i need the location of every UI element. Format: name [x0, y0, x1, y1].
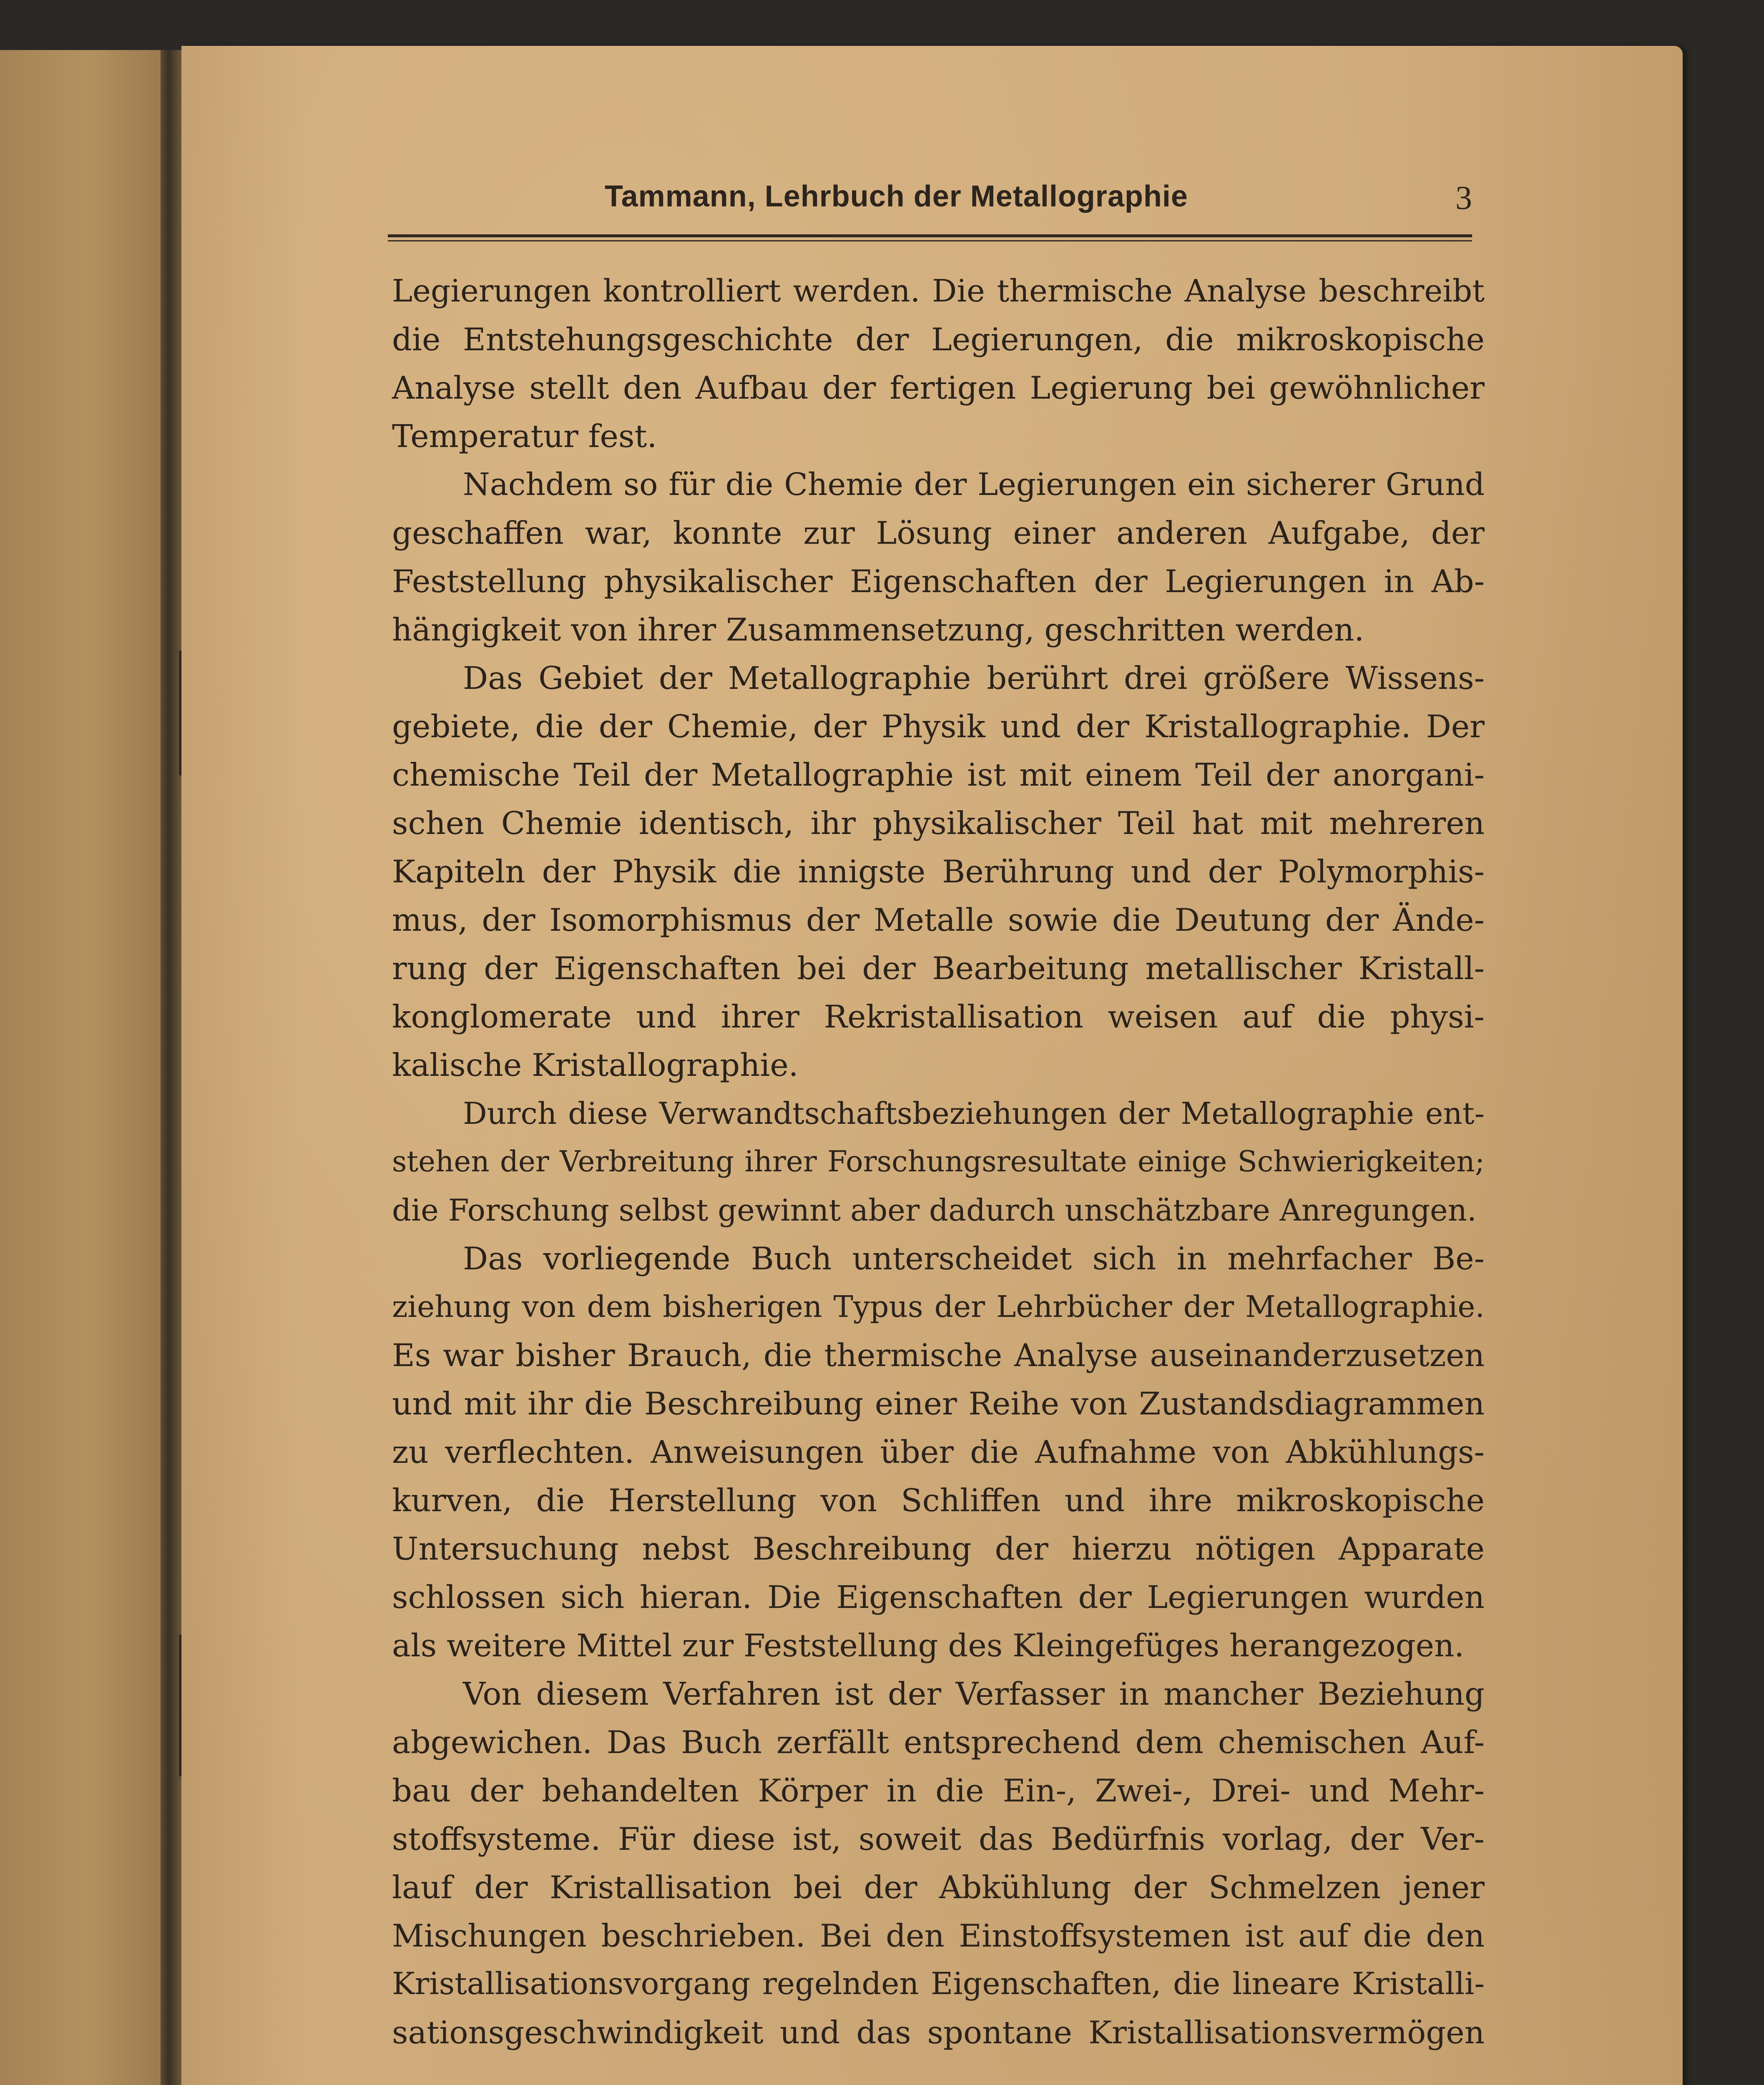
text-line: Das Gebiet der Metallographie berührt drei größere Wissens- [463, 660, 1485, 696]
text-line: Kristallisationsvorgang regelnden Eigenschaften, die lineare Kristalli- [392, 1966, 1485, 2002]
text-line: Durch diese Verwandtschaftsbeziehungen der Metallographie ent- [463, 1096, 1485, 1131]
text-line: und mit ihr die Beschreibung einer Reihe von Zustandsdiagrammen [392, 1385, 1485, 1422]
header-rule-thick [388, 234, 1472, 237]
text-line: mus, der Isomorphismus der Metalle sowie die Deutung der Ände- [392, 902, 1485, 938]
text-line: Temperatur fest. [392, 418, 657, 455]
page-number: 3 [1455, 180, 1472, 216]
text-line: ziehung von dem bisherigen Typus der Lehrbücher der Metallographie. [392, 1289, 1485, 1324]
text-line: konglomerate und ihrer Rekristallisation weisen auf die physi- [392, 998, 1485, 1035]
text-line: kalische Kristallographie. [392, 1047, 799, 1083]
text-line: stoffsysteme. Für diese ist, soweit das Bedürfnis vorlag, der Ver- [392, 1821, 1485, 1857]
text-line: lauf der Kristallisation bei der Abkühlung der Schmelzen jener [392, 1869, 1485, 1906]
text-line: rung der Eigenschaften bei der Bearbeitung metallischer Kristall- [392, 950, 1485, 987]
text-line: bau der behandelten Körper in die Ein-, Zwei-, Drei- und Mehr- [392, 1772, 1485, 1809]
text-line: Mischungen beschrieben. Bei den Einstoffsystemen ist auf die den [392, 1917, 1485, 1954]
text-line: schlossen sich hieran. Die Eigenschaften der Legierungen wurden [392, 1579, 1485, 1615]
body-text [392, 267, 1485, 2057]
text-line: stehen der Verbreitung ihrer Forschungsresultate einige Schwierigkeiten; [392, 1145, 1485, 1178]
header-rule-thin [388, 240, 1472, 241]
running-head [388, 175, 1472, 238]
running-head-title: Tammann, Lehrbuch der Metallographie [605, 180, 1188, 213]
text-line: Analyse stellt den Aufbau der fertigen Legierung bei gewöhnlicher [392, 369, 1485, 406]
text-line: Legierungen kontrolliert werden. Die thermische Analyse beschreibt [392, 273, 1485, 309]
text-line: kurven, die Herstellung von Schliffen und ihre mikroskopische [392, 1482, 1485, 1519]
text-line: Feststellung physikalischer Eigenschaften der Legierungen in Ab- [392, 563, 1485, 600]
text-line: als weitere Mittel zur Feststellung des Kleingefüges herangezogen. [392, 1627, 1465, 1664]
facing-page-edge [0, 50, 161, 2085]
text-line: Es war bisher Brauch, die thermische Analyse auseinanderzusetzen [392, 1337, 1485, 1374]
text-line: abgewichen. Das Buch zerfällt entsprechend dem chemischen Auf- [392, 1724, 1485, 1761]
text-line: Kapiteln der Physik die innigste Berührung und der Polymorphis- [392, 853, 1485, 890]
text-line: zu verflechten. Anweisungen über die Aufnahme von Abkühlungs- [392, 1434, 1485, 1470]
text-line: Untersuchung nebst Beschreibung der hierzu nötigen Apparate [392, 1530, 1485, 1567]
text-line: geschaffen war, konnte zur Lösung einer anderen Aufgabe, der [392, 515, 1485, 551]
text-line: Von diesem Verfahren ist der Verfasser in mancher Beziehung [463, 1676, 1485, 1712]
text-line: sationsgeschwindigkeit und das spontane Kristallisationsvermögen [392, 2014, 1485, 2051]
text-line: Das vorliegende Buch unterscheidet sich in mehrfacher Be- [463, 1240, 1485, 1277]
book-gutter [161, 50, 181, 2085]
text-line: Nachdem so für die Chemie der Legierungen ein sicherer Grund [463, 467, 1485, 502]
text-line: chemische Teil der Metallographie ist mit einem Teil der anorgani- [392, 756, 1485, 793]
text-line: gebiete, die der Chemie, der Physik und der Kristallographie. Der [392, 708, 1485, 745]
text-line: schen Chemie identisch, ihr physikalischer Teil hat mit mehreren [392, 805, 1485, 842]
text-line: die Entstehungsgeschichte der Legierungen, die mikroskopische [392, 321, 1485, 358]
text-line: die Forschung selbst gewinnt aber dadurch unschätzbare Anregungen. [392, 1193, 1477, 1228]
text-line: hängigkeit von ihrer Zusammensetzung, geschritten werden. [392, 611, 1364, 648]
